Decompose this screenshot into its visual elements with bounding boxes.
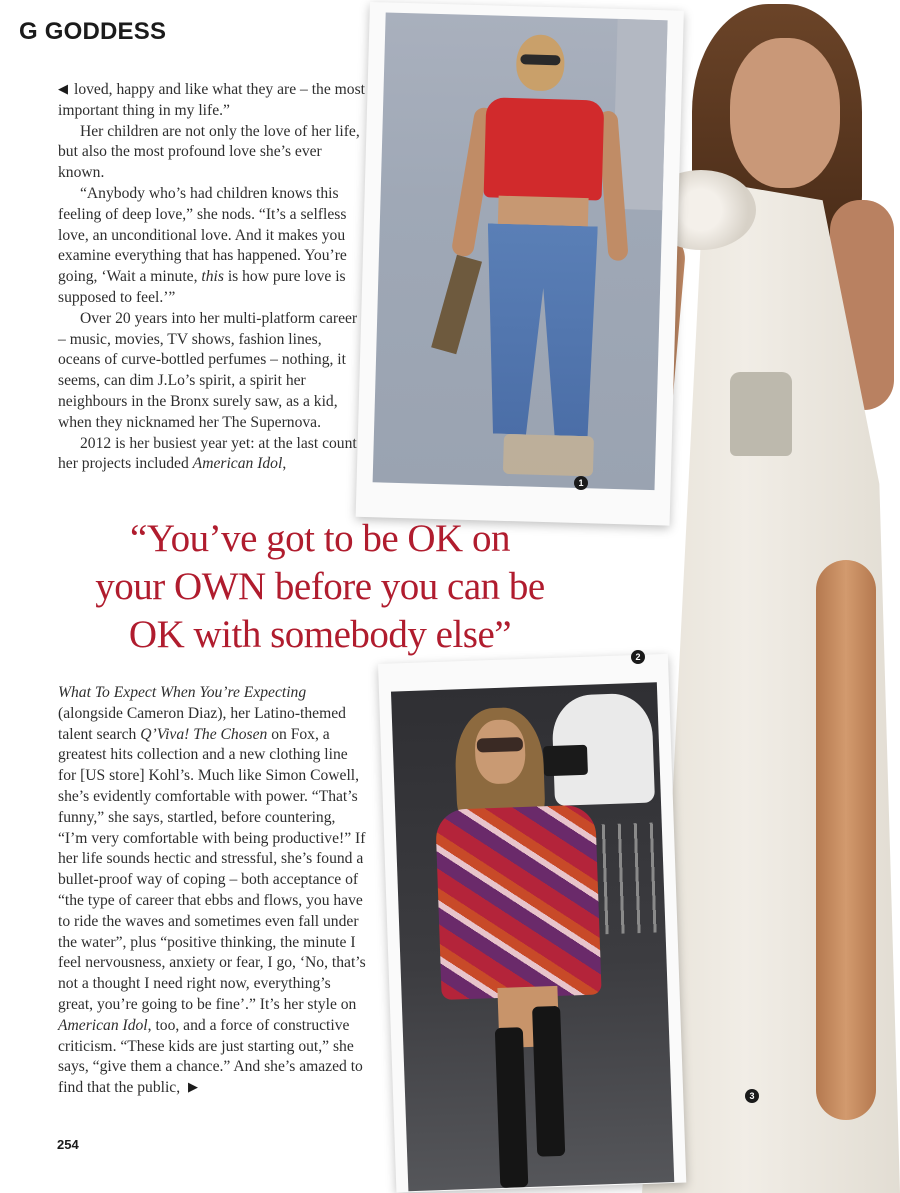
paragraph <box>58 434 366 476</box>
article-column-top <box>58 80 366 475</box>
paragraph-text: 2012 is her busiest year yet: at the last count her projects included <box>58 434 357 473</box>
italic-title: American Idol <box>58 1016 148 1034</box>
figure-shoes <box>503 434 594 476</box>
pull-quote-line: “You’ve got to be OK on <box>130 517 510 560</box>
photo-number-badge: 3 <box>745 1089 759 1103</box>
paragraph-text: , <box>282 455 287 473</box>
figure-boot <box>532 1006 565 1157</box>
paragraph-text: Her children are not only the love of her life, but also the most profound love she’s ever known. <box>58 122 360 182</box>
photo-frame-2 <box>378 654 686 1193</box>
photo-patterned-dress <box>391 682 674 1191</box>
photo-number-badge: 2 <box>631 650 645 664</box>
figure-red-top <box>484 97 605 200</box>
camera-icon <box>543 745 588 777</box>
figure-leg <box>816 560 876 1120</box>
figure-boot <box>495 1027 529 1188</box>
photo-number-badge: 1 <box>574 476 588 490</box>
paragraph-text: , too, and a force of constructive criticism. “These kids are just starting out,” she says, “give them a chance.” And she’s amazed to find that the public, <box>58 1016 363 1097</box>
pull-quote-line: OK with somebody else” <box>128 613 512 656</box>
figure-jeans <box>482 223 598 436</box>
continued-from-arrow-icon: ◀ <box>58 81 68 96</box>
figure-face <box>730 38 840 188</box>
paragraph <box>58 309 366 434</box>
paragraph-text: loved, happy and like what they are – the most important thing in my life.” <box>58 81 366 119</box>
figure-clutch <box>431 255 482 354</box>
italic-title: Q’Viva! The Chosen <box>140 725 268 743</box>
paragraph-text: (alongside Cameron Diaz), her Latino-themed talent search <box>58 704 346 743</box>
photo-frame-1 <box>356 2 684 526</box>
continues-arrow-icon: ▶ <box>188 1079 199 1095</box>
sunglasses <box>520 54 560 65</box>
paragraph <box>58 122 366 184</box>
section-label: G GODDESS <box>19 18 167 45</box>
paragraph-text: is how pure love is supposed to feel.’” <box>58 268 346 306</box>
italic-title: What To Expect When You’re Expecting <box>58 684 307 701</box>
italic-title: American Idol <box>192 455 283 473</box>
article-column-bottom <box>58 683 366 1099</box>
pull-quote-line: your OWN before you can be <box>95 565 545 608</box>
paragraph-text: “Anybody who’s had children knows this feeling of deep love,” she nods. “It’s a selfless love, an unconditional love. And it makes you examine everything that has happened. You’re going, ‘Wait a minute, <box>58 184 347 286</box>
italic-emphasis: this <box>201 268 224 286</box>
paragraph-text: Over 20 years into her multi-platform career – music, movies, TV shows, fashion lines, oceans of curve-bottled perfumes – nothing, it seems, can dim J.Lo’s spirit, a spirit her neighbours in the Bronx surely saw, as a kid, when they nicknamed her The Supernova. <box>58 309 358 431</box>
paragraph <box>58 80 366 122</box>
page-number: 254 <box>57 1137 79 1152</box>
photo-red-top <box>373 12 668 490</box>
paragraph <box>58 683 366 1099</box>
pull-quote <box>64 515 576 659</box>
figure-dress <box>435 805 602 1000</box>
paragraph <box>58 184 366 309</box>
paragraph-text: on Fox, a greatest hits collection and a new clothing line for [US store] Kohl’s. Much like Simon Cowell, she’s evidently comfortable with power. “That’s funny,” she says, startled, before countering, “I’m very comfortable with being productive!” If her life sounds hectic and stressful, she’s found a bullet-proof way of coping – both acceptance of “the type of career that ebbs and flows, you have to ride the waves and sometimes even fall under the water”, plus “positive thinking, the minute I feel nervousness, anxiety or fear, I go, ‘No, that’s not a thought I need right now, everything’s great, you’re going to be fine’.” It’s her style on <box>58 725 366 1013</box>
figure-midriff <box>498 196 589 229</box>
sunglasses <box>477 737 523 753</box>
figure-clutch <box>730 372 792 456</box>
